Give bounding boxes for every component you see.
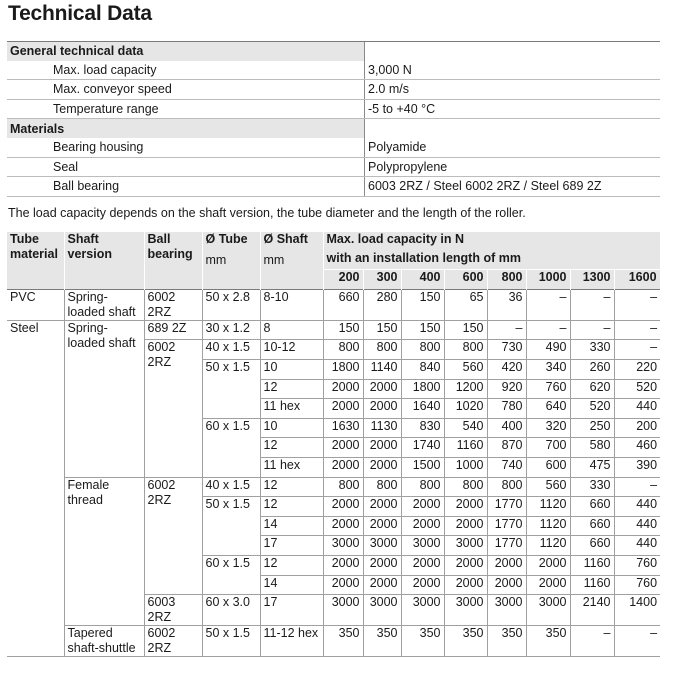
spec-value: Polypropylene xyxy=(365,157,661,177)
load-value-cell: 2000 xyxy=(401,575,444,595)
load-value-cell: 1800 xyxy=(323,359,363,379)
spec-label: Seal xyxy=(7,157,365,177)
header-tube-diameter-label: Ø Tube xyxy=(205,232,248,246)
tube-diameter-cell: 60 x 1.5 xyxy=(202,555,260,594)
load-value-cell: 2000 xyxy=(363,379,401,399)
spec-label: Bearing housing xyxy=(7,138,365,157)
shaft-diameter-cell: 8-10 xyxy=(260,289,323,320)
table-row xyxy=(7,289,660,320)
table-row xyxy=(7,477,660,497)
load-value-cell: 150 xyxy=(444,320,487,340)
load-value-cell: 350 xyxy=(363,626,401,657)
shaft-diameter-cell: 10 xyxy=(260,359,323,379)
general-section-heading xyxy=(7,42,660,61)
tube-diameter-cell: 40 x 1.5 xyxy=(202,340,260,360)
load-value-cell: 660 xyxy=(323,289,363,320)
load-value-cell: 1130 xyxy=(363,418,401,438)
page-title: Technical Data xyxy=(8,2,152,25)
shaft-diameter-cell: 12 xyxy=(260,438,323,458)
tube-diameter-cell: 50 x 1.5 xyxy=(202,626,260,657)
load-value-cell: 440 xyxy=(614,516,660,536)
load-value-cell: 840 xyxy=(401,359,444,379)
table-row xyxy=(7,626,660,657)
header-tube-diameter xyxy=(202,232,260,289)
load-value-cell: 260 xyxy=(570,359,614,379)
load-value-cell: 760 xyxy=(614,575,660,595)
load-value-cell: 3000 xyxy=(444,595,487,626)
tube-diameter-cell: 30 x 1.2 xyxy=(202,320,260,340)
tube-diameter-cell: 40 x 1.5 xyxy=(202,477,260,497)
ball-bearing-cell: 6002 2RZ xyxy=(144,477,202,595)
load-value-cell: 660 xyxy=(570,497,614,517)
load-value-cell: 700 xyxy=(526,438,570,458)
load-value-cell: 490 xyxy=(526,340,570,360)
general-data-table xyxy=(7,41,660,197)
load-capacity-table xyxy=(7,232,661,657)
ball-bearing-cell: 6002 2RZ xyxy=(144,340,202,477)
load-value-cell: 420 xyxy=(487,359,526,379)
load-value-cell: 3000 xyxy=(526,595,570,626)
spec-value: 3,000 N xyxy=(365,61,661,80)
load-value-cell: 440 xyxy=(614,536,660,556)
load-value-cell: 350 xyxy=(323,626,363,657)
tube-material-cell: PVC xyxy=(7,289,64,320)
tube-diameter-cell: 50 x 1.5 xyxy=(202,359,260,418)
spec-value: 2.0 m/s xyxy=(365,80,661,100)
load-value-cell: 760 xyxy=(614,555,660,575)
load-value-cell: 1640 xyxy=(401,399,444,419)
load-value-cell: 3000 xyxy=(363,595,401,626)
load-value-cell: 350 xyxy=(487,626,526,657)
load-value-cell: 150 xyxy=(323,320,363,340)
load-value-cell: 1160 xyxy=(570,555,614,575)
load-value-cell: 3000 xyxy=(444,536,487,556)
load-value-cell: 800 xyxy=(363,477,401,497)
load-value-cell: 3000 xyxy=(487,595,526,626)
load-value-cell: 400 xyxy=(487,418,526,438)
header-max-load: Max. load capacity in N xyxy=(323,232,660,251)
load-value-cell: 1140 xyxy=(363,359,401,379)
load-value-cell: 520 xyxy=(614,379,660,399)
length-header-400: 400 xyxy=(401,270,444,290)
load-value-cell: 65 xyxy=(444,289,487,320)
load-value-cell: 2000 xyxy=(363,575,401,595)
load-value-cell: 1500 xyxy=(401,457,444,477)
load-value-cell: – xyxy=(570,289,614,320)
load-value-cell: 2000 xyxy=(487,575,526,595)
load-value-cell: 2000 xyxy=(323,555,363,575)
load-value-cell: 800 xyxy=(401,340,444,360)
load-value-cell: 830 xyxy=(401,418,444,438)
load-value-cell: 640 xyxy=(526,399,570,419)
load-value-cell: 200 xyxy=(614,418,660,438)
table-row xyxy=(7,320,660,340)
load-value-cell: – xyxy=(614,320,660,340)
header-tube-unit: mm xyxy=(205,253,227,267)
load-value-cell: 150 xyxy=(401,289,444,320)
load-value-cell: 780 xyxy=(487,399,526,419)
load-value-cell: 2000 xyxy=(363,399,401,419)
load-value-cell: 330 xyxy=(570,340,614,360)
load-value-cell: 2000 xyxy=(323,399,363,419)
spec-label: Temperature range xyxy=(7,99,365,119)
load-value-cell: 2000 xyxy=(323,575,363,595)
spec-value: Polyamide xyxy=(365,138,661,157)
load-value-cell: – xyxy=(487,320,526,340)
load-value-cell: 150 xyxy=(363,320,401,340)
header-shaft-diameter-label: Ø Shaft xyxy=(263,232,308,246)
load-value-cell: 1120 xyxy=(526,497,570,517)
shaft-diameter-cell: 12 xyxy=(260,555,323,575)
shaft-version-cell: Spring- loaded shaft xyxy=(64,320,144,477)
load-value-cell: 280 xyxy=(363,289,401,320)
load-value-cell: 2000 xyxy=(526,575,570,595)
load-value-cell: 1120 xyxy=(526,516,570,536)
length-header-600: 600 xyxy=(444,270,487,290)
load-value-cell: 1160 xyxy=(570,575,614,595)
materials-heading: Materials xyxy=(7,119,365,138)
spec-label: Max. load capacity xyxy=(7,61,365,80)
load-value-cell: 2000 xyxy=(323,516,363,536)
shaft-diameter-cell: 11 hex xyxy=(260,399,323,419)
header-ball-bearing: Ball bearing xyxy=(144,232,202,289)
shaft-diameter-cell: 10 xyxy=(260,418,323,438)
header-shaft-diameter xyxy=(260,232,323,289)
load-value-cell: 800 xyxy=(444,477,487,497)
header-shaft-version: Shaft version xyxy=(64,232,144,289)
load-value-cell: 800 xyxy=(487,477,526,497)
load-value-cell: 460 xyxy=(614,438,660,458)
load-value-cell: 2000 xyxy=(401,497,444,517)
load-value-cell: 350 xyxy=(444,626,487,657)
materials-section-heading xyxy=(7,119,660,138)
materials-heading-spacer xyxy=(365,119,661,138)
ball-bearing-cell: 6002 2RZ xyxy=(144,289,202,320)
load-value-cell: 1770 xyxy=(487,516,526,536)
spec-label: Ball bearing xyxy=(7,177,365,197)
load-value-cell: 2140 xyxy=(570,595,614,626)
shaft-diameter-cell: 8 xyxy=(260,320,323,340)
general-heading-spacer xyxy=(365,42,661,61)
shaft-diameter-cell: 11-12 hex xyxy=(260,626,323,657)
load-value-cell: 740 xyxy=(487,457,526,477)
load-value-cell: 3000 xyxy=(323,536,363,556)
spec-row xyxy=(7,61,660,80)
length-header-800: 800 xyxy=(487,270,526,290)
load-value-cell: 1800 xyxy=(401,379,444,399)
load-value-cell: 2000 xyxy=(487,555,526,575)
load-value-cell: 2000 xyxy=(323,438,363,458)
load-value-cell: 3000 xyxy=(401,595,444,626)
load-value-cell: 440 xyxy=(614,399,660,419)
load-value-cell: 475 xyxy=(570,457,614,477)
load-value-cell: 560 xyxy=(526,477,570,497)
tube-diameter-cell: 60 x 3.0 xyxy=(202,595,260,626)
load-value-cell: 760 xyxy=(526,379,570,399)
load-value-cell: 36 xyxy=(487,289,526,320)
load-value-cell: 150 xyxy=(401,320,444,340)
tube-diameter-cell: 60 x 1.5 xyxy=(202,418,260,477)
load-value-cell: – xyxy=(614,340,660,360)
load-value-cell: 1740 xyxy=(401,438,444,458)
load-value-cell: 390 xyxy=(614,457,660,477)
length-header-1300: 1300 xyxy=(570,270,614,290)
load-value-cell: – xyxy=(526,320,570,340)
load-value-cell: 800 xyxy=(323,477,363,497)
load-value-cell: 1770 xyxy=(487,497,526,517)
load-value-cell: 800 xyxy=(444,340,487,360)
shaft-version-cell: Female thread xyxy=(64,477,144,626)
load-value-cell: 3000 xyxy=(363,536,401,556)
load-value-cell: 730 xyxy=(487,340,526,360)
ball-bearing-cell: 6002 2RZ xyxy=(144,626,202,657)
load-value-cell: 340 xyxy=(526,359,570,379)
load-value-cell: 1160 xyxy=(444,438,487,458)
load-value-cell: 870 xyxy=(487,438,526,458)
load-value-cell: 440 xyxy=(614,497,660,517)
load-value-cell: 600 xyxy=(526,457,570,477)
load-value-cell: 2000 xyxy=(444,516,487,536)
load-value-cell: 2000 xyxy=(363,497,401,517)
load-value-cell: 2000 xyxy=(323,379,363,399)
shaft-diameter-cell: 17 xyxy=(260,536,323,556)
shaft-diameter-cell: 12 xyxy=(260,379,323,399)
load-value-cell: 350 xyxy=(526,626,570,657)
load-value-cell: 2000 xyxy=(363,457,401,477)
load-value-cell: 330 xyxy=(570,477,614,497)
load-value-cell: 540 xyxy=(444,418,487,438)
load-value-cell: – xyxy=(570,626,614,657)
tube-material-cell: Steel xyxy=(7,320,64,656)
load-value-cell: – xyxy=(614,626,660,657)
load-value-cell: 1120 xyxy=(526,536,570,556)
spec-label: Max. conveyor speed xyxy=(7,80,365,100)
shaft-diameter-cell: 17 xyxy=(260,595,323,626)
load-value-cell: 2000 xyxy=(444,555,487,575)
load-value-cell: 250 xyxy=(570,418,614,438)
load-value-cell: 2000 xyxy=(363,438,401,458)
load-value-cell: 920 xyxy=(487,379,526,399)
load-value-cell: 800 xyxy=(323,340,363,360)
load-value-cell: 2000 xyxy=(323,457,363,477)
load-value-cell: 2000 xyxy=(526,555,570,575)
shaft-diameter-cell: 14 xyxy=(260,516,323,536)
header-install-length: with an installation length of mm xyxy=(323,251,660,270)
ball-bearing-cell: 689 2Z xyxy=(144,320,202,340)
load-value-cell: 2000 xyxy=(444,575,487,595)
header-shaft-unit: mm xyxy=(263,253,285,267)
load-value-cell: 520 xyxy=(570,399,614,419)
shaft-version-cell: Spring- loaded shaft xyxy=(64,289,144,320)
load-value-cell: 1200 xyxy=(444,379,487,399)
load-value-cell: 2000 xyxy=(363,516,401,536)
load-value-cell: 660 xyxy=(570,536,614,556)
load-capacity-note: The load capacity depends on the shaft version, the tube diameter and the length of the roller. xyxy=(8,206,526,220)
load-value-cell: 620 xyxy=(570,379,614,399)
length-header-300: 300 xyxy=(363,270,401,290)
spec-row xyxy=(7,177,660,197)
load-value-cell: 560 xyxy=(444,359,487,379)
spec-row xyxy=(7,80,660,100)
load-value-cell: 220 xyxy=(614,359,660,379)
ball-bearing-cell: 6003 2RZ xyxy=(144,595,202,626)
load-value-cell: 320 xyxy=(526,418,570,438)
header-row xyxy=(7,232,660,251)
general-heading: General technical data xyxy=(7,42,365,61)
shaft-diameter-cell: 11 hex xyxy=(260,457,323,477)
shaft-diameter-cell: 12 xyxy=(260,497,323,517)
length-header-200: 200 xyxy=(323,270,363,290)
shaft-diameter-cell: 12 xyxy=(260,477,323,497)
load-value-cell: 2000 xyxy=(323,497,363,517)
load-value-cell: 580 xyxy=(570,438,614,458)
load-value-cell: 1630 xyxy=(323,418,363,438)
load-value-cell: – xyxy=(526,289,570,320)
shaft-diameter-cell: 10-12 xyxy=(260,340,323,360)
load-value-cell: 3000 xyxy=(401,536,444,556)
load-value-cell: 2000 xyxy=(401,555,444,575)
length-header-1600: 1600 xyxy=(614,270,660,290)
load-value-cell: 800 xyxy=(401,477,444,497)
spec-row xyxy=(7,157,660,177)
load-value-cell: 1400 xyxy=(614,595,660,626)
load-value-cell: 2000 xyxy=(401,516,444,536)
spec-row xyxy=(7,138,660,157)
tube-diameter-cell: 50 x 1.5 xyxy=(202,497,260,556)
load-value-cell: – xyxy=(614,289,660,320)
load-value-cell: 1020 xyxy=(444,399,487,419)
tube-diameter-cell: 50 x 2.8 xyxy=(202,289,260,320)
load-value-cell: 1000 xyxy=(444,457,487,477)
shaft-diameter-cell: 14 xyxy=(260,575,323,595)
load-value-cell: – xyxy=(614,477,660,497)
shaft-version-cell: Tapered shaft-shuttle xyxy=(64,626,144,657)
load-value-cell: 2000 xyxy=(444,497,487,517)
load-value-cell: 800 xyxy=(363,340,401,360)
length-header-1000: 1000 xyxy=(526,270,570,290)
spec-row xyxy=(7,99,660,119)
load-value-cell: 660 xyxy=(570,516,614,536)
load-value-cell: 3000 xyxy=(323,595,363,626)
load-value-cell: 350 xyxy=(401,626,444,657)
load-value-cell: – xyxy=(570,320,614,340)
load-value-cell: 1770 xyxy=(487,536,526,556)
spec-value: -5 to +40 °C xyxy=(365,99,661,119)
spec-value: 6003 2RZ / Steel 6002 2RZ / Steel 689 2Z xyxy=(365,177,661,197)
header-tube-material: Tube material xyxy=(7,232,64,289)
load-value-cell: 2000 xyxy=(363,555,401,575)
